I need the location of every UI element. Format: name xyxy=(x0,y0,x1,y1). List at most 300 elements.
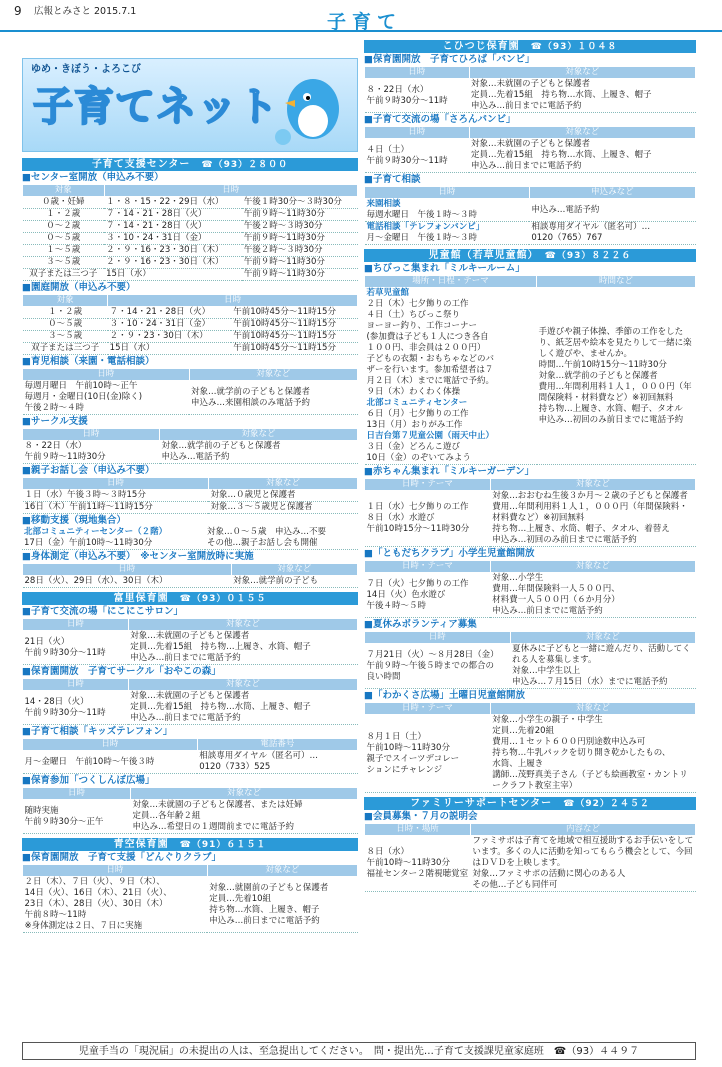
page-title: 子育て xyxy=(327,11,403,33)
banner-subtitle: ゆめ・きぼう・よろこび xyxy=(31,64,141,75)
subsection-title: ■子育て交流の場「さろんバンビ」 xyxy=(364,114,516,125)
line: 持ち物…牛乳パックを切り開き乾かしたもの、 xyxy=(492,748,671,758)
line: 10日（金）のぞいてみよう xyxy=(366,453,471,463)
line: ヨーヨー釣り、工作コーナー xyxy=(366,321,478,331)
line: 午後２時～４時 xyxy=(24,403,85,413)
subsection-title: ■赤ちゃん集まれ「ミルキーガーデン」 xyxy=(364,466,535,477)
table-row xyxy=(23,269,358,281)
line: 午前９時30分～11時 xyxy=(366,95,448,106)
section-header xyxy=(22,838,358,851)
section-header xyxy=(22,158,358,171)
right-column xyxy=(364,40,696,896)
info-table xyxy=(364,478,696,547)
cell xyxy=(529,222,695,245)
line: 対象…小学生の親子・中学生 xyxy=(492,715,603,725)
line: 良い時間 xyxy=(366,671,401,682)
cell xyxy=(160,441,358,464)
cell: 月～金曜日 午前10時～午後３時 xyxy=(23,751,198,774)
table-row xyxy=(23,877,358,933)
table-row xyxy=(23,381,358,415)
cell: 双子または三つ子 xyxy=(23,343,108,355)
cell: １・２歳 xyxy=(23,307,108,319)
cell: 双子または三つ子 xyxy=(23,269,105,281)
cell: 28日（火）、29日（水）、30日（木） xyxy=(23,576,232,588)
table-row xyxy=(365,79,696,113)
line: 夏休みに子どもと一緒に遊んだり、活動してくれる人を募集します。 xyxy=(512,644,691,665)
cell: 午後１時30分～３時30分 xyxy=(242,197,358,209)
subsection-title: ■育児相談（来園・電話相談） xyxy=(22,356,155,367)
subsection-title: ■移動支援（現地集合） xyxy=(22,515,126,526)
publication-name: 広報とみさと xyxy=(34,6,92,17)
line: 対象…未就園の子どもと保護者、または妊婦 xyxy=(132,800,303,810)
info-table xyxy=(364,631,696,689)
subsection-title: ■会員募集・７月の説明会 xyxy=(364,811,478,822)
cell xyxy=(23,631,129,665)
cell: 申込み…電話予約 xyxy=(529,199,695,222)
cell: 対象…０歳児と保護者 xyxy=(208,490,357,502)
line: 対象…未就園の子どもと保護者 xyxy=(130,631,250,641)
cell: ７・14・21・28日（火） xyxy=(108,307,232,319)
info-table xyxy=(22,678,358,725)
section-tel: ☎（93）０１５５ xyxy=(179,594,267,604)
cell: 15日（水） xyxy=(104,269,242,281)
line: 対象…未就園の子どもと保護者 xyxy=(471,139,591,149)
cell: 午前10時45分～11時15分 xyxy=(231,319,357,331)
cell: 対象…３～５歳児と保護者 xyxy=(208,502,357,514)
col-header: 対象など xyxy=(231,564,357,576)
cell: 午前10時45分～11時15分 xyxy=(231,343,357,355)
table-row xyxy=(365,288,696,465)
issue-date: 2015.7.1 xyxy=(94,6,137,17)
line: ８日（水） xyxy=(366,847,410,857)
cell: １・２歳 xyxy=(23,209,105,221)
cell: １・８・15・22・29日（水） xyxy=(104,197,242,209)
cell xyxy=(365,199,530,222)
cell: １～５歳 xyxy=(23,245,105,257)
line: 14日（火）色水遊び xyxy=(366,589,446,600)
col-header: 対象など xyxy=(128,679,357,691)
info-table xyxy=(22,787,358,834)
line: ションにチャレンジ xyxy=(366,764,443,775)
line: ８・22日（水） xyxy=(24,441,87,451)
info-table xyxy=(22,428,358,464)
cell: ３・10・24・31日（金） xyxy=(104,233,242,245)
section-header xyxy=(364,40,696,53)
cell: ０～５歳 xyxy=(23,319,108,331)
line: その他…親子お話し会も開催 xyxy=(207,538,318,548)
line: 対象…ファミサポの活動に関心のある人 xyxy=(472,869,626,879)
cell: ２・９・23・30日（木） xyxy=(108,331,232,343)
bird-icon xyxy=(271,69,341,147)
col-header: 対象など xyxy=(208,478,357,490)
table-row xyxy=(23,343,358,355)
line: ザーを行います。参加希望者は７ xyxy=(366,365,494,375)
info-table xyxy=(22,864,358,933)
cell: ７・14・21・28日（火） xyxy=(104,209,242,221)
line: 月～金曜日 午後１時～３時 xyxy=(366,233,478,243)
subsection-title: ■子育て交流の場「にこにこサロン」 xyxy=(22,606,183,617)
section-tel: ☎（93）１０４８ xyxy=(530,42,618,52)
cell xyxy=(23,381,190,415)
line: 親子でスイーツデコレー xyxy=(366,753,460,764)
line: 午前９時30分～11時 xyxy=(24,707,106,718)
line: 0120（733）525 xyxy=(199,762,271,772)
subsection-title: ■ちびっこ集まれ「ミルキールーム」 xyxy=(364,263,525,274)
line: 材料費一人５００円（６か月分） xyxy=(492,595,620,605)
banner-title: 子育てネット xyxy=(33,84,279,130)
col-header: 対象など xyxy=(131,788,358,800)
cell xyxy=(365,491,491,547)
col-header: 日時 xyxy=(23,429,160,441)
cell xyxy=(365,715,491,793)
table-row xyxy=(22,527,358,550)
cell: 午後２時～３時30分 xyxy=(242,221,358,233)
cell xyxy=(490,491,695,547)
left-column xyxy=(22,58,358,937)
col-header: 日時・テーマ xyxy=(365,561,491,573)
line: ４日（土） xyxy=(366,144,410,155)
cell: 16日（木）午前11時～11時15分 xyxy=(23,502,209,514)
col-header: 場所・日程・テーマ xyxy=(365,276,537,288)
col-header: 時間など xyxy=(537,276,696,288)
section-name: こひつじ保育園 xyxy=(442,41,520,52)
line: 申込み…前日までに電話予約 xyxy=(130,713,241,723)
line: 午前10時～11時30分 xyxy=(366,742,450,753)
line: 対象…就学前の子どもと保護者 xyxy=(191,386,311,397)
info-table xyxy=(364,186,696,245)
col-header: 日時 xyxy=(104,185,357,197)
info-table xyxy=(364,275,696,465)
cell: 午前10時45分～11時15分 xyxy=(231,307,357,319)
line: ８日（水）水遊び xyxy=(366,513,435,523)
line: その他…子ども同伴可 xyxy=(472,880,558,890)
table-row xyxy=(23,441,358,464)
line: 申込み…初回のみ前日までに電話予約 xyxy=(492,535,637,545)
page-number: 9 xyxy=(14,4,22,18)
line: 午前９時～11時30分 xyxy=(24,452,106,462)
cell xyxy=(128,631,357,665)
col-header: 対象 xyxy=(23,185,105,197)
line: ７月21日（火）～８月28日（金） xyxy=(366,649,499,660)
line: 福祉センター２階視聴覚室 xyxy=(366,869,469,879)
line: ２日（木）、７日（火）、９日（木）、 xyxy=(24,877,165,887)
cell: ０～２歳 xyxy=(23,221,105,233)
col-header: 対象など xyxy=(160,429,358,441)
line: 定員…各年齢２組 xyxy=(132,811,201,821)
line: 対象…就学前の子どもと保護者 xyxy=(538,370,658,381)
banner xyxy=(22,58,358,152)
subsection-title: ■保育園開放 子育て支援「どんぐりクラブ」 xyxy=(22,852,221,863)
line: 対象…小学生 xyxy=(492,573,544,583)
line: １日（水）七夕飾りの工作 xyxy=(366,502,469,512)
table-row xyxy=(23,245,358,257)
line: 費用…年間利用料１人１，０００円（年間保険料・材料費など）※初回無料 xyxy=(492,502,688,523)
line: 随時実施 xyxy=(24,805,59,816)
subsection-title: ■保育園開放 子育てひろば「バンビ」 xyxy=(364,54,535,65)
line: 手遊びや親子体操、季節の工作をしたり、紙芝居や絵本を見たりして一緒に楽しく遊びや、ませんか。 xyxy=(538,326,692,359)
section-header xyxy=(22,592,358,605)
subsection-title: ■親子お話し会（申込み不要） xyxy=(22,465,155,476)
col-header: 日時 xyxy=(23,739,198,751)
col-header: 電話番号 xyxy=(197,739,357,751)
cell: ２・９・16・23・30日（木） xyxy=(104,245,242,257)
table-row xyxy=(365,491,696,547)
cell xyxy=(23,877,208,933)
subsection-title xyxy=(22,550,358,563)
subsection-title: ■「わかくさ広場」土曜日児童館開放 xyxy=(364,690,525,701)
cell xyxy=(510,644,695,689)
section-tel: ☎（93）２８００ xyxy=(201,160,289,170)
cell: ０歳・妊婦 xyxy=(23,197,105,209)
line: 申込み…前日までに電話予約 xyxy=(130,653,241,663)
col-header: 対象 xyxy=(23,295,108,307)
line: 対象…就園前の子どもと保護者 xyxy=(209,882,329,893)
col-header: 日時・テーマ xyxy=(365,703,491,715)
col-header: 日時 xyxy=(365,187,530,199)
col-header: 対象など xyxy=(207,865,357,877)
subsection-title: ■子育て相談「キッズテレフォン」 xyxy=(22,726,173,737)
line: 定員…先着10組 xyxy=(209,893,272,904)
cell xyxy=(365,79,470,113)
subsection-title: ■園庭開放（申込み不要） xyxy=(22,282,136,293)
table-row xyxy=(23,307,358,319)
line: 午前10時15分～11時30分 xyxy=(366,524,470,534)
cell xyxy=(22,527,205,550)
info-table xyxy=(22,527,358,550)
line: 月２日（木）までに電話で予約。 xyxy=(366,376,495,386)
cell xyxy=(469,139,695,173)
cell: 午前９時～11時30分 xyxy=(242,233,358,245)
page-header xyxy=(0,0,722,36)
section-tel: ☎（93）８２２６ xyxy=(544,251,632,261)
cell: １日（水）午後３時～３時15分 xyxy=(23,490,209,502)
info-table xyxy=(22,618,358,665)
col-header: 日時 xyxy=(108,295,358,307)
line: ※身体測定は２日、７日に実施 xyxy=(24,921,143,931)
line: ８月１日（土） xyxy=(366,731,427,742)
table-row xyxy=(23,631,358,665)
line: 講師…茂野真美子さん（子ども絵画教室・カントリークラフト教室主宰） xyxy=(492,770,688,791)
line: 申込み…希望日の１週間前までに電話予約 xyxy=(132,822,295,832)
table-row xyxy=(365,715,696,793)
cell xyxy=(365,139,470,173)
line: 毎週水曜日 午後１時～３時 xyxy=(366,210,478,220)
line: 申込み…７月15日（水）までに電話予約 xyxy=(512,677,668,687)
line: 定員…先着15組 持ち物…上履き、水筒、帽子 xyxy=(130,642,311,652)
col-header: 日時・テーマ xyxy=(365,479,491,491)
col-header: 日時・場所 xyxy=(365,824,471,836)
line: ９日（木）わくわく体操 xyxy=(366,387,461,397)
line: 申込み…前日までに電話予約 xyxy=(209,915,320,926)
cell xyxy=(365,644,511,689)
cell: ３～５歳 xyxy=(23,257,105,269)
line: 申込み…初回のみ前日までに電話予約 xyxy=(538,414,684,425)
cell xyxy=(537,288,696,465)
line: 定員…先着20組 xyxy=(492,726,555,736)
cell xyxy=(365,573,491,618)
line: ３日（金）どろんこ遊び xyxy=(366,442,461,452)
line: 午前10時～11時30分 xyxy=(366,858,450,868)
cell xyxy=(470,836,695,892)
table-row xyxy=(23,490,358,502)
cell xyxy=(23,691,129,725)
col-header: 日時 xyxy=(365,632,511,644)
col-header: 日時 xyxy=(365,67,470,79)
table-row xyxy=(23,319,358,331)
line: 申込み…来園相談のみ電話予約 xyxy=(191,397,311,408)
line: 定員…先着15組 持ち物…水筒、上履き、帽子 xyxy=(471,90,652,100)
table-row xyxy=(23,751,358,774)
title-text: ■身体測定（申込み不要） xyxy=(22,551,131,562)
section-name: 富里保育園 xyxy=(113,593,169,604)
col-header: 対象など xyxy=(469,67,695,79)
info-table xyxy=(22,738,358,774)
col-header: 対象など xyxy=(510,632,695,644)
subsection-title: ■サークル支援 xyxy=(22,416,88,427)
table-row xyxy=(23,221,358,233)
info-table xyxy=(22,563,358,588)
line: 持ち物…上履き、水筒、帽子、タオル、着替え xyxy=(492,524,670,534)
cell xyxy=(490,715,695,793)
line: 日吉台第７児童公園（雨天中止） xyxy=(366,431,495,441)
section-name: 児童館（若草児童館） xyxy=(428,250,534,261)
info-table xyxy=(364,66,696,113)
cell: ７・14・21・28日（火） xyxy=(104,221,242,233)
line: 対象…０～５歳 申込み…不要 xyxy=(207,527,327,537)
table-row xyxy=(23,502,358,514)
subsection-title: ■保育参加「つくしんぼ広場」 xyxy=(22,775,155,786)
line: (参加費は子ども１人につき各自 xyxy=(366,332,489,342)
line: 北部コミュニティセンター xyxy=(366,398,468,408)
line: 0120（765）767 xyxy=(531,233,603,243)
line: 17日（金）午前10時～11時30分 xyxy=(24,538,153,548)
cell xyxy=(365,222,530,245)
line: 費用…年間利用料１人１，０００円（年間保険料・材料費など）※初回無料 xyxy=(538,381,692,403)
line: 来園相談 xyxy=(366,199,401,209)
col-header: 日時 xyxy=(23,788,131,800)
line: 申込み…電話予約 xyxy=(161,452,230,462)
cell xyxy=(490,573,695,618)
table-row xyxy=(365,573,696,618)
line: 午前９時30分～正午 xyxy=(24,816,104,827)
info-table xyxy=(364,702,696,793)
family-section xyxy=(364,797,696,892)
line: ６日（月）七夕飾りの工作 xyxy=(366,409,469,419)
line: 持ち物…上履き、水筒、帽子、タオル xyxy=(538,403,683,414)
col-header: 対象など xyxy=(490,703,695,715)
table-row xyxy=(23,233,358,245)
col-header: 申込みなど xyxy=(529,187,695,199)
col-header: 内容など xyxy=(470,824,695,836)
col-header: 対象など xyxy=(490,561,695,573)
cell xyxy=(23,800,131,834)
cell: 午前10時45分～11時15分 xyxy=(231,331,357,343)
info-table xyxy=(22,477,358,514)
line: １００円、非会員は２００円） xyxy=(366,343,486,353)
col-header: 日時 xyxy=(23,564,232,576)
line: 時間…午前10時15分～11時30分 xyxy=(538,359,667,370)
cell xyxy=(189,381,357,415)
jidokan-section xyxy=(364,249,696,793)
section-name: 青空保育園 xyxy=(113,839,169,850)
line: 23日（木）、28日（火）、30日（木） xyxy=(24,899,168,909)
section-header xyxy=(364,249,696,262)
line: 費用…１セット６００円別途数申込み可 xyxy=(492,737,646,747)
col-header: 日時 xyxy=(365,127,470,139)
section-tel: ☎（92）２４５２ xyxy=(563,799,650,809)
line: 13日（月）おりがみ工作 xyxy=(366,420,463,430)
cell: 午前９時～11時30分 xyxy=(242,269,358,281)
kohitsuji-section xyxy=(364,40,696,245)
line: 相談専用ダイヤル（匿名可）… xyxy=(199,751,318,761)
col-header: 対象など xyxy=(490,479,695,491)
cell: 対象…就学前の子ども xyxy=(231,576,357,588)
col-header: 日時 xyxy=(23,619,129,631)
table-row xyxy=(365,644,696,689)
line: 午前８時～11時 xyxy=(24,910,87,920)
line: 午前９時～午後５時までの都合の xyxy=(366,660,495,671)
table-row xyxy=(23,576,358,588)
line: 相談専用ダイヤル（匿名可）… xyxy=(531,222,651,232)
schedule-table xyxy=(22,184,358,281)
line: 午後４時～５時 xyxy=(366,600,427,611)
cell xyxy=(205,527,358,550)
cell xyxy=(365,288,537,465)
subsection-title: ■保育園開放 子育てサークル「おやこの森」 xyxy=(22,666,221,677)
cell: ０～５歳 xyxy=(23,233,105,245)
table-row xyxy=(365,836,696,892)
section-header xyxy=(364,797,696,810)
line: 申込み…前日までに電話予約 xyxy=(471,161,582,171)
line: 対象…就学前の子どもと保護者 xyxy=(161,441,281,451)
line: ファミサポは子育てを地域で相互援助するお手伝いをしています。多くの人に活動を知ってもらう機会として、今回はＤＶＤを上映します。 xyxy=(472,836,694,868)
line: ４日（土）ちびっこ祭り xyxy=(366,310,461,320)
aozora-section xyxy=(22,838,358,933)
col-header: 対象など xyxy=(128,619,357,631)
line: 水筒、上履き xyxy=(492,759,544,769)
col-header: 日時 xyxy=(23,865,208,877)
cell: ３・10・24・31日（金） xyxy=(108,319,232,331)
line: ８・22日（水） xyxy=(366,84,429,95)
line: 対象…未就園の子どもと保護者 xyxy=(130,691,250,701)
line: 持ち物…水筒、上履き、帽子 xyxy=(209,904,320,915)
header-rule xyxy=(0,30,722,32)
info-table xyxy=(364,126,696,173)
col-header: 日時 xyxy=(23,369,190,381)
line: 申込み…前日までに電話予約 xyxy=(471,101,582,111)
col-header: 対象など xyxy=(469,127,695,139)
section-name: ファミリーサポートセンター xyxy=(410,798,553,809)
subsection-title: ■夏休みボランティア募集 xyxy=(364,619,477,630)
cell xyxy=(207,877,357,933)
subsection-title: ■センター室開放（申込み不要） xyxy=(22,172,164,183)
cell xyxy=(197,751,357,774)
line: ２日（木）七夕飾りの工作 xyxy=(366,299,469,309)
cell xyxy=(131,800,358,834)
line: 北部コミュニティーセンター（２階） xyxy=(24,527,168,537)
subsection-title: ■「ともだちクラブ」小学生児童館開放 xyxy=(364,548,535,559)
line: 定員…先着15組 持ち物…水筒、上履き、帽子 xyxy=(471,150,652,160)
col-header: 日時 xyxy=(23,679,129,691)
table-row xyxy=(365,139,696,173)
kosodate-section xyxy=(22,158,358,588)
line: 毎週月曜日 午前10時～正午 xyxy=(24,381,138,391)
line: 子どもの衣類・おもちゃなどのバ xyxy=(366,354,495,364)
table-row xyxy=(23,209,358,221)
cell: ３～５歳 xyxy=(23,331,108,343)
line: 定員…先着15組 持ち物…水筒、上履き、帽子 xyxy=(130,702,311,712)
info-table xyxy=(364,560,696,618)
